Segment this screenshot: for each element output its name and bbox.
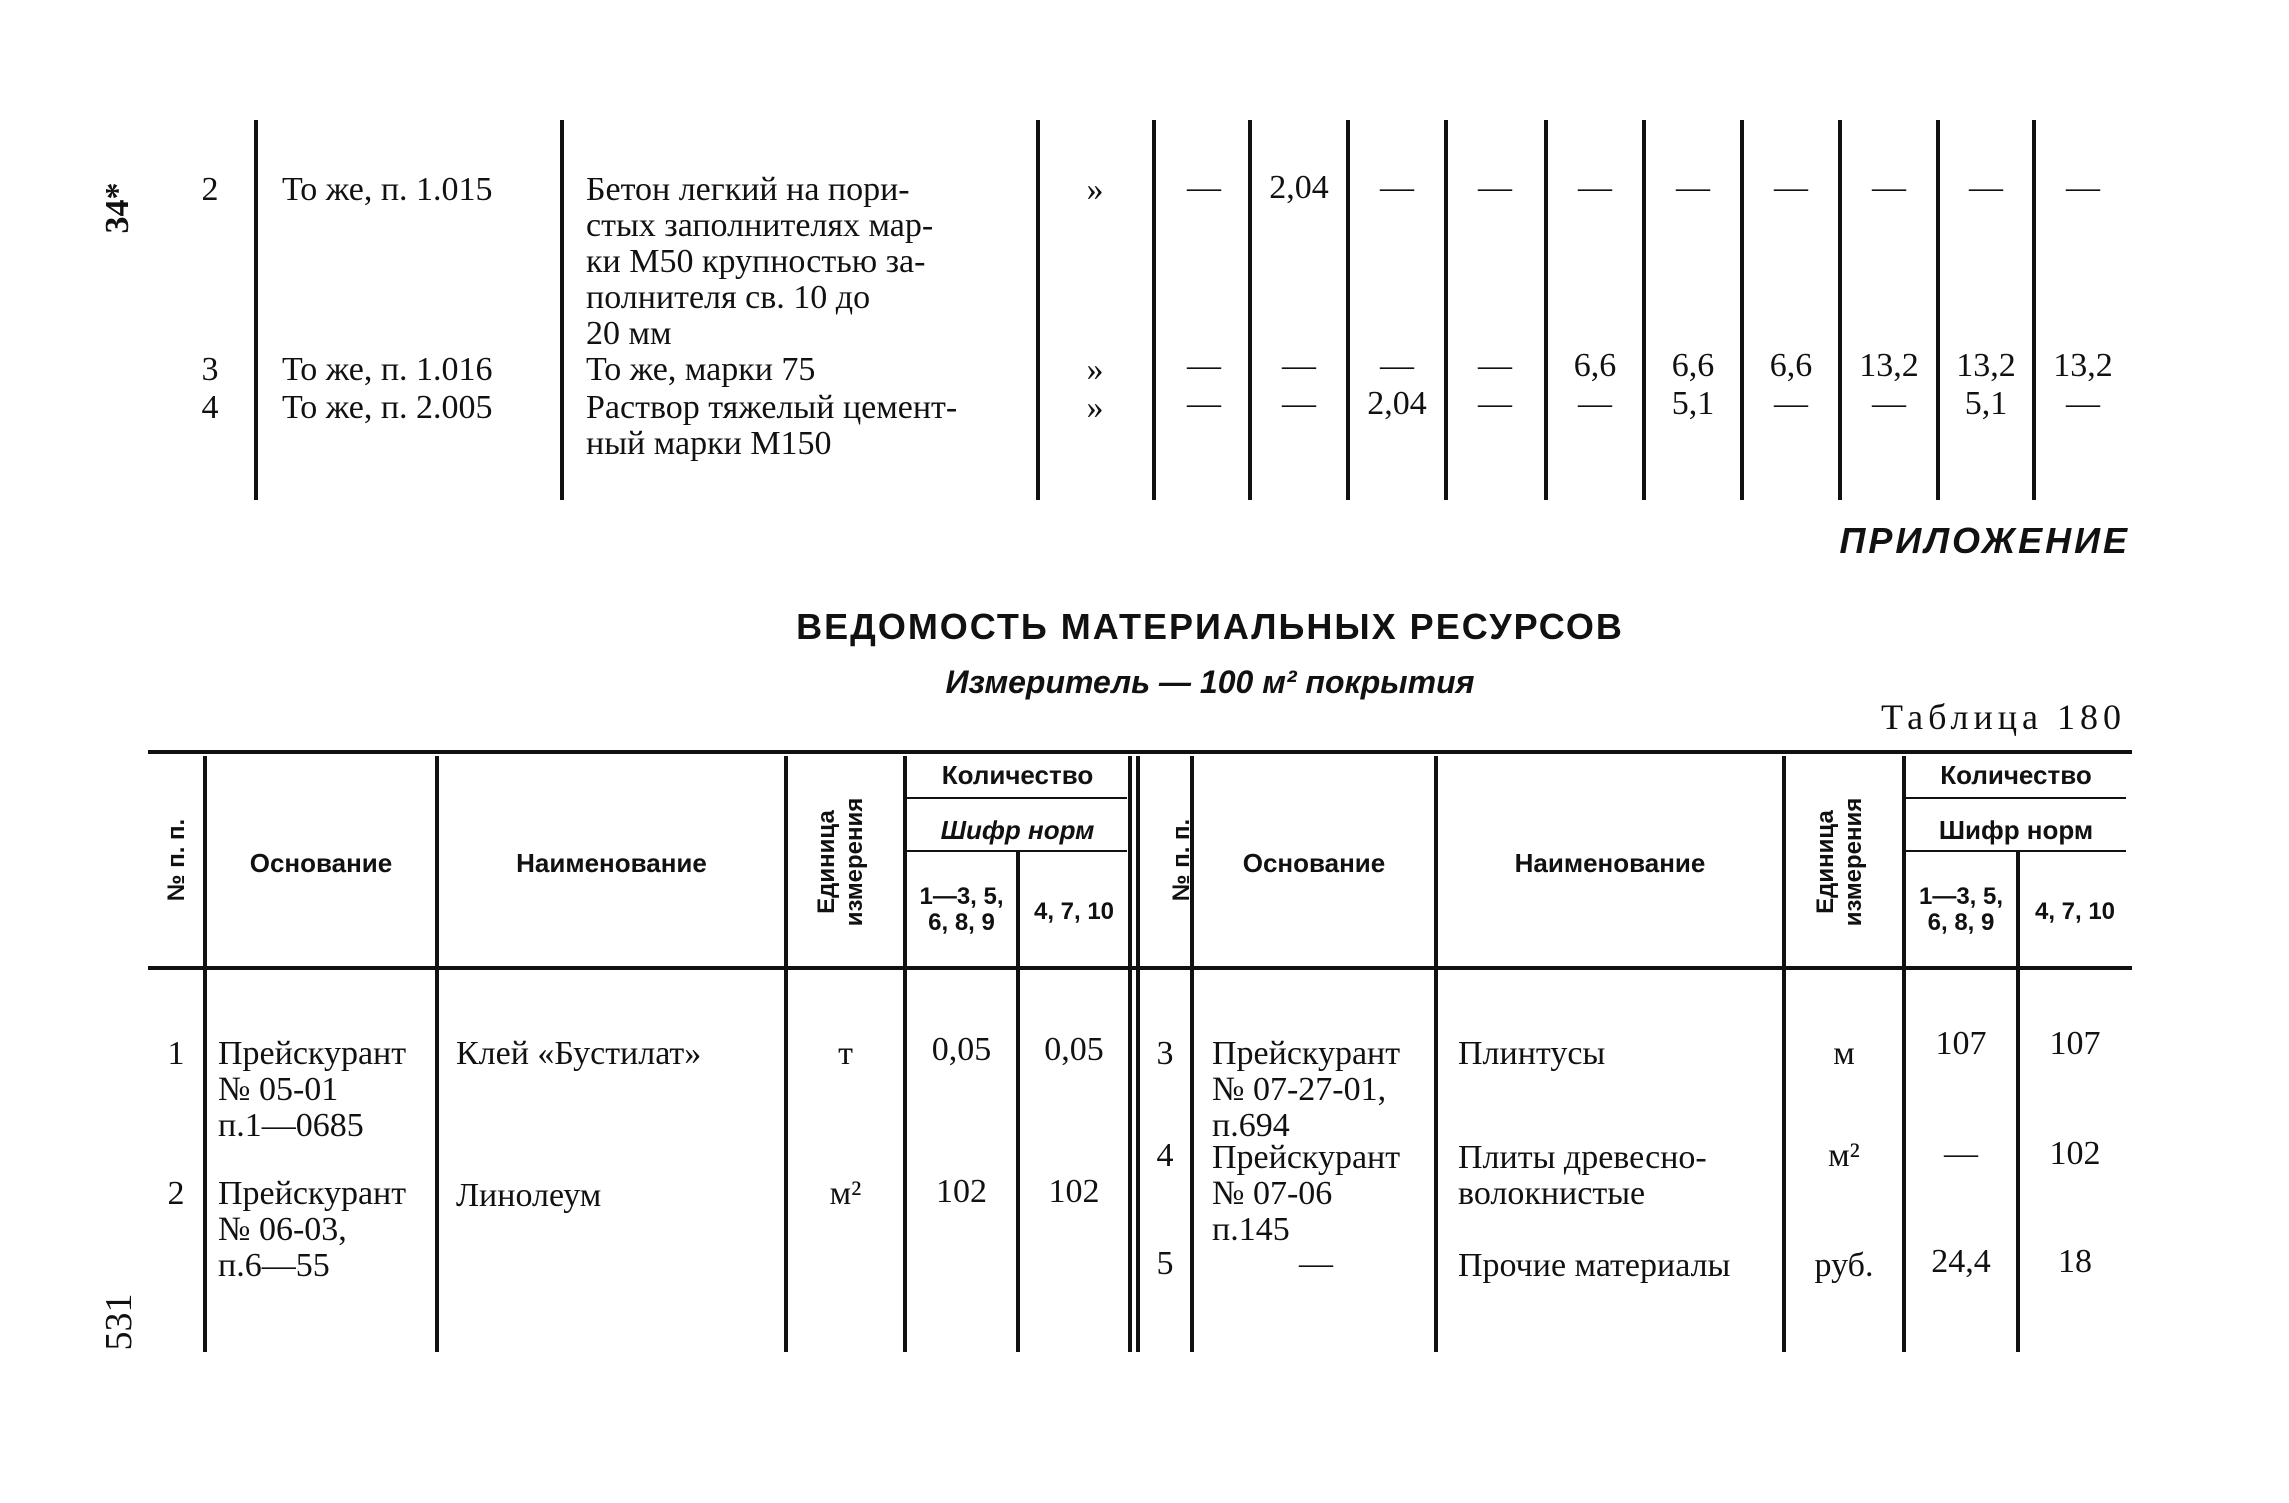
top-row-val: — xyxy=(1872,385,1906,422)
top-row-val: — xyxy=(1187,347,1221,384)
table-row-basis: Прейскурант № 06-03, п.6—55 xyxy=(218,1175,407,1284)
top-row-val: — xyxy=(2066,385,2100,422)
top-row-name: Бетон легкий на пори- стых заполнителях мар- ки М50 крупностью за- полнителя св. 10 до 20 мм xyxy=(586,171,934,352)
table-row-basis: — xyxy=(1299,1245,1333,1282)
header-name: Наименование xyxy=(516,848,707,878)
table-row-num: 1 xyxy=(167,1035,185,1072)
top-row-val: — xyxy=(1774,169,1808,206)
top-row-name: То же, марки 75 xyxy=(586,351,816,388)
top-row-val: 5,1 xyxy=(1671,385,1715,422)
table-row-basis: Прейскурант № 07-27-01, п.694 xyxy=(1212,1035,1401,1144)
table-row-num: 3 xyxy=(1156,1035,1174,1072)
top-row-val: 2,04 xyxy=(1269,169,1329,206)
top-row-num: 4 xyxy=(201,389,219,426)
table-row-name: Прочие материалы xyxy=(1458,1247,1731,1284)
page-corner-mark: 34* xyxy=(99,182,136,234)
top-row-val: — xyxy=(1969,169,2003,206)
page-number: 531 xyxy=(98,1293,140,1351)
top-row-val: 6,6 xyxy=(1769,347,1813,384)
top-row-num: 2 xyxy=(201,171,219,208)
top-row-val: — xyxy=(1478,347,1512,384)
top-row-val: 5,1 xyxy=(1964,385,2008,422)
top-row-unit: » xyxy=(1086,351,1104,388)
table-row-qty-a: 24,4 xyxy=(1931,1243,1991,1280)
top-row-val: — xyxy=(1578,385,1612,422)
header-qty: Количество xyxy=(1940,760,2092,790)
table-row-qty-b: 107 xyxy=(2049,1025,2101,1062)
page-title: ВЕДОМОСТЬ МАТЕРИАЛЬНЫХ РЕСУРСОВ xyxy=(796,606,1624,647)
top-row-val: — xyxy=(1282,347,1316,384)
top-row-basis: То же, п. 2.005 xyxy=(282,389,493,426)
table-row-basis: Прейскурант № 07-06 п.145 xyxy=(1212,1139,1401,1248)
top-row-val: — xyxy=(1380,169,1414,206)
top-row-val: 6,6 xyxy=(1573,347,1617,384)
table-row-unit: т xyxy=(838,1035,853,1072)
table-row-num: 5 xyxy=(1156,1245,1174,1282)
top-row-val: — xyxy=(1187,169,1221,206)
top-row-num: 3 xyxy=(201,351,219,388)
header-unit: Единица измерения xyxy=(813,797,868,927)
table-row-qty-b: 18 xyxy=(2058,1243,2092,1280)
header-col-b: 4, 7, 10 xyxy=(2034,898,2116,925)
table-row-name: Плиты древесно- волокнистые xyxy=(1458,1139,1707,1212)
header-num: № п. п. xyxy=(163,818,190,902)
header-col-b: 4, 7, 10 xyxy=(1033,898,1115,925)
table-row-name: Плинтусы xyxy=(1458,1035,1606,1072)
header-basis: Основание xyxy=(1242,848,1386,878)
header-name: Наименование xyxy=(1514,848,1706,878)
table-row-num: 2 xyxy=(167,1175,185,1212)
header-code: Шифр норм xyxy=(1938,815,2094,845)
top-row-val: — xyxy=(1380,347,1414,384)
top-row-val: — xyxy=(1282,385,1316,422)
header-basis: Основание xyxy=(249,848,393,878)
top-row-val: — xyxy=(1478,385,1512,422)
header-unit: Единица измерения xyxy=(1812,797,1867,927)
table-row-unit: м² xyxy=(1828,1137,1860,1174)
top-row-val: 13,2 xyxy=(1956,347,2016,384)
top-row-val: 2,04 xyxy=(1367,385,1427,422)
top-row-val: — xyxy=(1578,169,1612,206)
top-row-basis: То же, п. 1.016 xyxy=(282,351,493,388)
top-row-val: — xyxy=(1774,385,1808,422)
top-row-val: 13,2 xyxy=(2053,347,2113,384)
table-row-qty-b: 102 xyxy=(1048,1173,1100,1210)
top-row-unit: » xyxy=(1086,389,1104,426)
table-row-num: 4 xyxy=(1156,1137,1174,1174)
table-row-unit: м xyxy=(1833,1035,1855,1072)
top-row-val: 6,6 xyxy=(1671,347,1715,384)
table-row-qty-b: 102 xyxy=(2049,1135,2101,1172)
table-row-name: Клей «Бустилат» xyxy=(456,1035,702,1072)
table-row-qty-a: 102 xyxy=(936,1173,987,1210)
top-row-val: — xyxy=(1872,169,1906,206)
top-row-val: — xyxy=(1676,169,1710,206)
table-row-qty-b: 0,05 xyxy=(1044,1031,1104,1068)
appendix-label: ПРИЛОЖЕНИЕ xyxy=(1839,520,2130,561)
table-row-unit: руб. xyxy=(1814,1247,1874,1284)
top-row-val: — xyxy=(1478,169,1512,206)
table-row-qty-a: — xyxy=(1944,1135,1978,1172)
header-code: Шифр норм xyxy=(940,815,1095,845)
top-row-basis: То же, п. 1.015 xyxy=(282,171,493,208)
top-row-name: Раствор тяжелый цемент- ный марки М150 xyxy=(586,389,958,462)
top-row-unit: » xyxy=(1086,171,1104,208)
top-row-val: — xyxy=(2066,169,2100,206)
header-col-a: 1—3, 5, 6, 8, 9 xyxy=(1918,883,2004,936)
page-subtitle: Измеритель — 100 м² покрытия xyxy=(945,664,1475,700)
header-num: № п. п. xyxy=(1168,818,1195,902)
table-row-qty-a: 107 xyxy=(1935,1025,1987,1062)
table-row-name: Линолеум xyxy=(456,1177,602,1214)
table-row-unit: м² xyxy=(829,1175,862,1212)
table-label: Таблица 180 xyxy=(1881,697,2126,737)
table-row-qty-a: 0,05 xyxy=(931,1031,992,1068)
top-row-val: — xyxy=(1187,385,1221,422)
header-qty: Количество xyxy=(941,760,1094,790)
table-row-basis: Прейскурант № 05-01 п.1—0685 xyxy=(218,1035,407,1144)
header-col-a: 1—3, 5, 6, 8, 9 xyxy=(919,883,1004,936)
top-row-val: 13,2 xyxy=(1859,347,1919,384)
